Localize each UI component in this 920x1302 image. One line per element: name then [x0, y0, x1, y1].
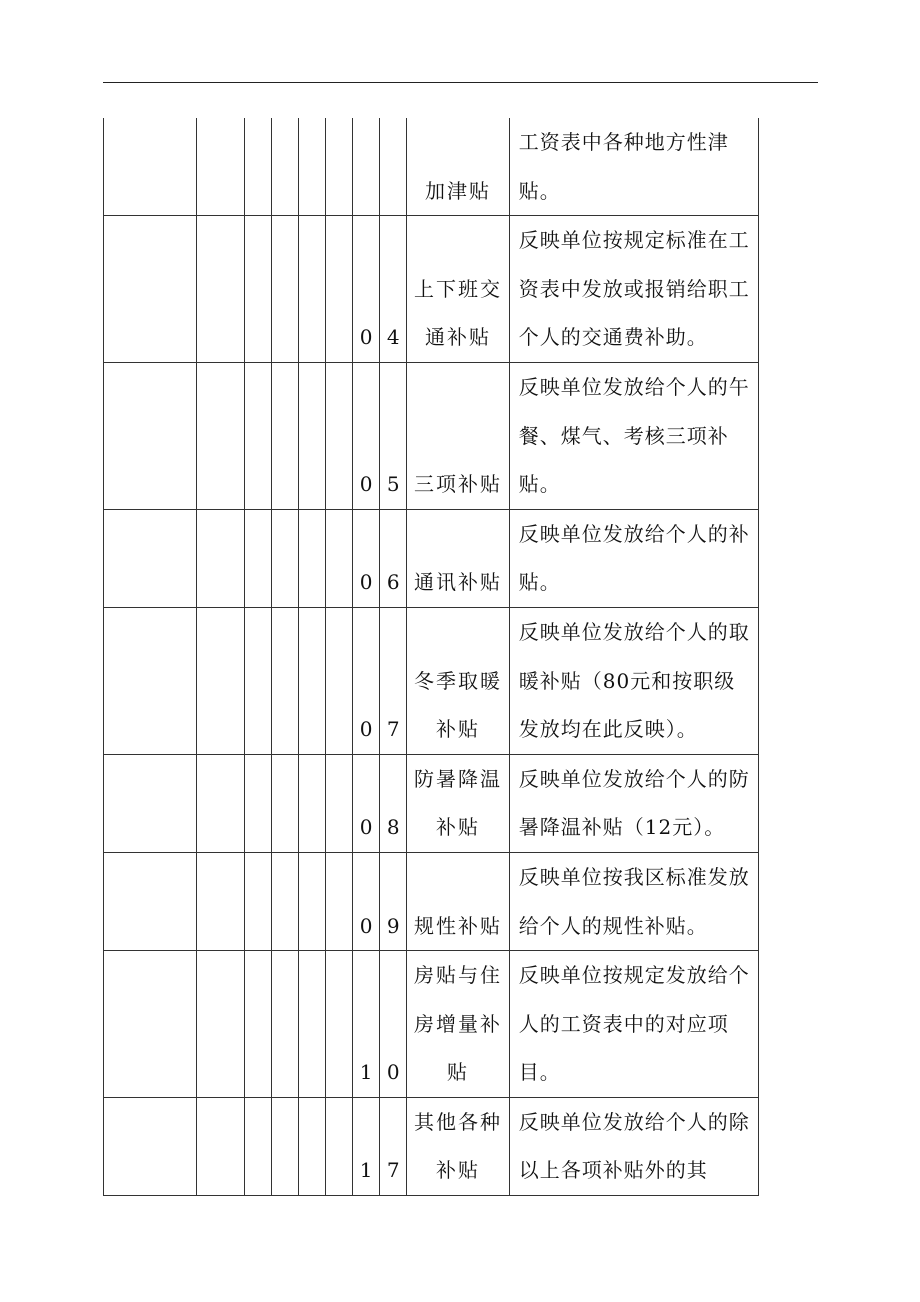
code-digit-1: 0	[353, 754, 380, 852]
table-row	[104, 118, 759, 216]
item-description: 反映单位发放给个人的防暑降温补贴（12元）。	[509, 754, 758, 852]
code-digit-1: 0	[353, 852, 380, 950]
code-digit-1: 0	[353, 216, 380, 363]
code-digit-2: 7	[380, 607, 407, 754]
code-digit-2: 0	[380, 951, 407, 1098]
table-row	[104, 607, 759, 754]
code-digit-1	[353, 118, 380, 216]
header-rule	[103, 82, 818, 83]
code-digit-2	[380, 118, 407, 216]
item-name: 防暑降温补贴	[407, 754, 509, 852]
table-row	[104, 216, 759, 363]
code-digit-1: 0	[353, 509, 380, 607]
item-name: 规性补贴	[407, 852, 509, 950]
table-row	[104, 509, 759, 607]
code-digit-2: 7	[380, 1097, 407, 1195]
code-digit-1: 1	[353, 1097, 380, 1195]
item-description: 反映单位发放给个人的午餐、煤气、考核三项补贴。	[509, 362, 758, 509]
item-description: 反映单位按我区标准发放给个人的规性补贴。	[509, 852, 758, 950]
item-name: 其他各种补贴	[407, 1097, 509, 1195]
code-digit-2: 5	[380, 362, 407, 509]
item-description: 反映单位发放给个人的除以上各项补贴外的其	[509, 1097, 758, 1195]
item-name: 加津贴	[407, 118, 509, 216]
table-row	[104, 1097, 759, 1195]
item-name: 通讯补贴	[407, 509, 509, 607]
table-row	[104, 754, 759, 852]
table-row	[104, 362, 759, 509]
table-row	[104, 852, 759, 950]
item-description: 工资表中各种地方性津贴。	[509, 118, 758, 216]
item-name: 三项补贴	[407, 362, 509, 509]
subsidy-table	[103, 118, 759, 1196]
item-description: 反映单位按规定发放给个人的工资表中的对应项目。	[509, 951, 758, 1098]
code-digit-2: 8	[380, 754, 407, 852]
code-digit-1: 1	[353, 951, 380, 1098]
table-row	[104, 951, 759, 1098]
code-digit-1: 0	[353, 362, 380, 509]
item-name: 上下班交通补贴	[407, 216, 509, 363]
item-description: 反映单位发放给个人的补贴。	[509, 509, 758, 607]
code-digit-2: 4	[380, 216, 407, 363]
item-description: 反映单位按规定标准在工资表中发放或报销给职工个人的交通费补助。	[509, 216, 758, 363]
item-description: 反映单位发放给个人的取暖补贴（80元和按职级发放均在此反映）。	[509, 607, 758, 754]
code-digit-1: 0	[353, 607, 380, 754]
item-name: 冬季取暖补贴	[407, 607, 509, 754]
code-digit-2: 9	[380, 852, 407, 950]
item-name: 房贴与住房增量补贴	[407, 951, 509, 1098]
code-digit-2: 6	[380, 509, 407, 607]
